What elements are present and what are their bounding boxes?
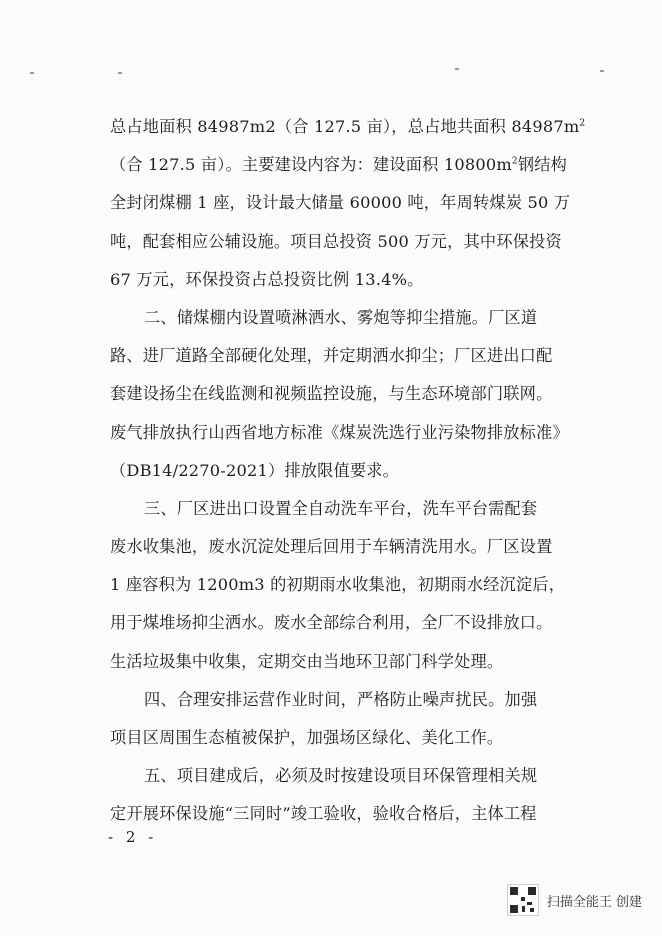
text-line [110, 223, 580, 261]
text-line [110, 146, 580, 184]
text-line [110, 108, 586, 146]
text-line [110, 261, 580, 299]
line-text: 总占地面积 84987m2（合 127.5 亩），总占地共面积 84987m [110, 117, 580, 136]
text-line [110, 566, 580, 604]
superscript: 2 [511, 156, 518, 167]
text-line [110, 375, 580, 413]
watermark-label: 扫描全能王 创建 [546, 894, 642, 910]
line-text: 五、项目建成后，必须及时按建设项目环保管理相关规 [144, 766, 538, 786]
line-text: 定开展环保设施“三同时”竣工验收，验收合格后，主体工程 [110, 804, 537, 824]
text-line [110, 337, 580, 375]
line-text: 废气排放执行山西省地方标准《煤炭洗选行业污染物排放标准》 [110, 422, 569, 442]
line-text: 67 万元，环保投资占总投资比例 13.4%。 [110, 269, 424, 289]
text-line [110, 414, 580, 452]
line-text: 套建设扬尘在线监测和视频监控设施，与生态环境部门联网。 [110, 384, 553, 404]
line-text: 吨，配套相应公辅设施。项目总投资 500 万元，其中环保投资 [110, 231, 562, 251]
text-line [110, 490, 580, 528]
text-line [110, 452, 580, 490]
line-text: 路、进厂道路全部硬化处理，并定期洒水抑尘；厂区进出口配 [110, 346, 553, 366]
line-text: （DB14/2270-2021）排放限值要求。 [110, 460, 400, 480]
text-line [110, 604, 580, 642]
line-text: 四、合理安排运营作业时间，严格防止噪声扰民。加强 [144, 689, 538, 709]
qr-code-icon [507, 884, 539, 916]
text-line [110, 795, 580, 833]
text-line [110, 681, 580, 719]
text-line [110, 757, 580, 795]
text-line [110, 299, 580, 337]
superscript: 2 [579, 118, 586, 129]
line-text: 三、厂区进出口设置全自动洗车平台，洗车平台需配套 [144, 498, 538, 518]
page-number: - 2 - [108, 828, 158, 846]
text-line [110, 643, 580, 681]
scan-edge-marks [0, 60, 662, 80]
line-text: 1 座容积为 1200m3 的初期雨水收集池，初期雨水经沉淀后， [110, 575, 566, 595]
line-text: 废水收集池，废水沉淀处理后回用于车辆清洗用水。厂区设置 [110, 537, 553, 557]
line-text: 二、储煤棚内设置喷淋洒水、雾炮等抑尘措施。厂区道 [144, 307, 538, 327]
line-text: 生活垃圾集中收集，定期交由当地环卫部门科学处理。 [110, 651, 504, 671]
text-line [110, 528, 580, 566]
scanner-watermark [507, 884, 642, 916]
line-text: 全封闭煤棚 1 座，设计最大储量 60000 吨，年周转煤炭 50 万 [110, 193, 571, 213]
body-text [110, 108, 586, 834]
text-line [110, 184, 580, 222]
text-line [110, 719, 580, 757]
line-text: 用于煤堆场抑尘洒水。废水全部综合利用，全厂不设排放口。 [110, 613, 553, 633]
line-text: 项目区周围生态植被保护，加强场区绿化、美化工作。 [110, 728, 504, 747]
line-tail: 钢结构 [517, 155, 568, 175]
line-text: （合 127.5 亩）。主要建设内容为：建设面积 10800m [110, 155, 512, 175]
